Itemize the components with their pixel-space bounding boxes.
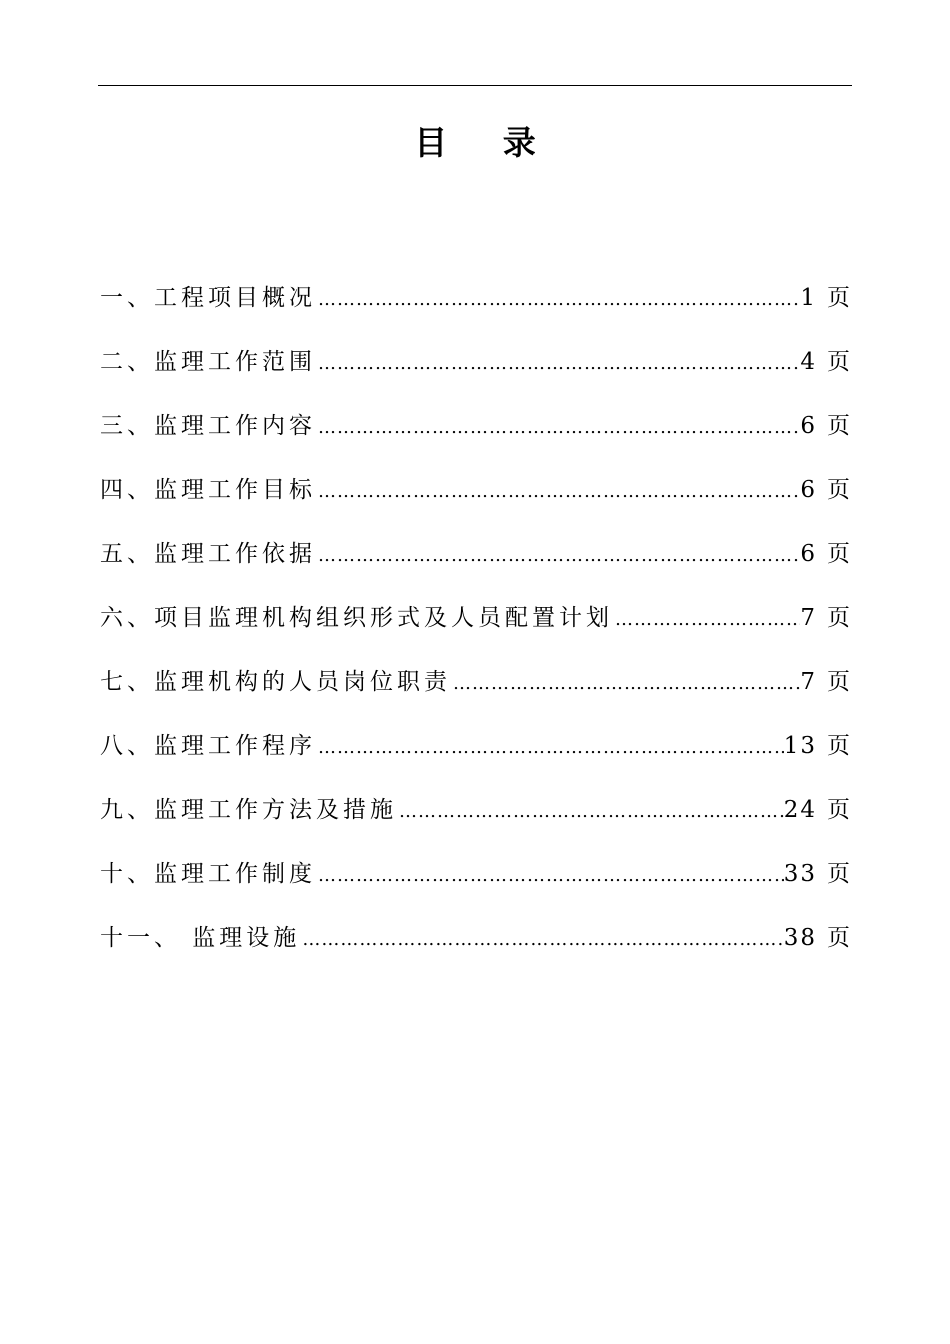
toc-dot-leader [316,472,800,512]
toc-entry-page-unit: 页 [827,349,850,375]
toc-entry-page-unit: 页 [827,285,850,311]
toc-entry-page-unit: 页 [827,669,850,695]
toc-entry [100,278,850,342]
toc-entry-page: 33 [783,861,817,887]
toc-entry-label: 四、监理工作目标 [100,477,316,503]
toc-entry-page-unit: 页 [827,605,850,631]
toc-entry [100,854,850,918]
toc-entry-page-unit: 页 [827,477,850,503]
toc-entry-page: 13 [783,733,817,759]
toc-dot-leader [316,280,800,320]
toc-entry [100,726,850,790]
toc-entry-page: 7 [800,605,817,631]
toc-entry-label: 一、工程项目概况 [100,285,316,311]
toc-entry [100,342,850,406]
toc-entry [100,662,850,726]
toc-entry-label: 十、监理工作制度 [100,861,316,887]
toc-entry [100,406,850,470]
toc-entry-page-unit: 页 [827,733,850,759]
toc-entry-page: 6 [800,541,817,567]
header-rule [98,85,852,86]
toc-dot-leader [397,792,784,832]
toc-entry-label: 六、项目监理机构组织形式及人员配置计划 [100,605,613,631]
toc-entry-label: 七、监理机构的人员岗位职责 [100,669,451,695]
toc-title: 目 录 [414,123,558,162]
toc-dot-leader [316,536,800,576]
toc-dot-leader [300,920,783,960]
toc-dot-leader [316,408,800,448]
toc-dot-leader [316,856,784,896]
toc-entry-page-unit: 页 [827,413,850,439]
toc-entry-label: 八、监理工作程序 [100,733,316,759]
toc-entry [100,598,850,662]
toc-entry-page: 6 [800,477,817,503]
toc-entry-page-unit: 页 [827,925,850,951]
toc-entry-label: 二、监理工作范围 [100,349,316,375]
toc-dot-leader [316,728,784,768]
toc-entry-page-unit: 页 [827,797,850,823]
toc-dot-leader [613,600,800,640]
toc-entry-page: 7 [800,669,817,695]
toc-entry-page: 24 [783,797,817,823]
toc-entry-label: 三、监理工作内容 [100,413,316,439]
toc-entry-page-unit: 页 [827,541,850,567]
toc-entry-page: 1 [800,285,817,311]
toc-entry-page-unit: 页 [827,861,850,887]
table-of-contents [100,278,850,982]
toc-entry [100,470,850,534]
toc-entry [100,790,850,854]
toc-entry-page: 38 [783,925,817,951]
toc-entry-page: 6 [800,413,817,439]
toc-entry-label: 五、监理工作依据 [100,541,316,567]
toc-dot-leader [451,664,800,704]
toc-entry [100,918,850,982]
toc-entry-label: 十一、 监理设施 [100,925,301,951]
toc-dot-leader [316,344,800,384]
toc-entry-page: 4 [800,349,817,375]
toc-entry-label: 九、监理工作方法及措施 [100,797,397,823]
toc-entry [100,534,850,598]
